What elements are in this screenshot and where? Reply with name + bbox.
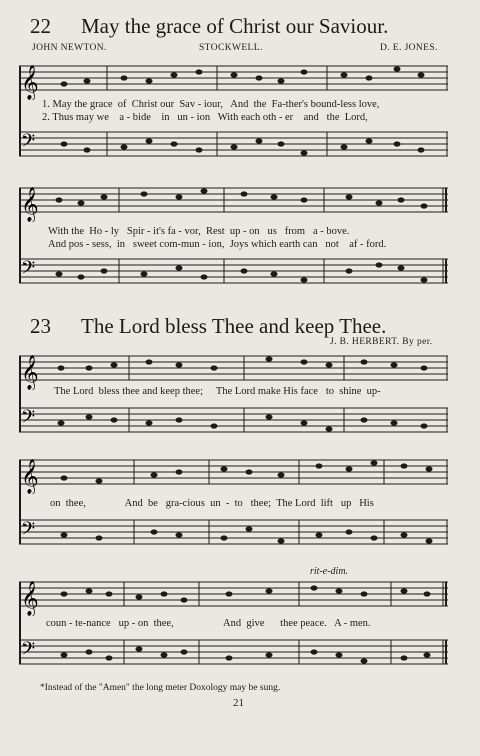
hymn-22-treble-staff-1 [19,60,448,100]
svg-text:𝄢: 𝄢 [21,407,36,432]
hymn-23-bass-staff-3 [19,634,448,674]
hymn-22-tune: STOCKWELL. [199,43,263,53]
svg-text:𝄞: 𝄞 [21,581,39,616]
svg-text:𝄞: 𝄞 [21,65,39,100]
svg-text:𝄞: 𝄞 [21,187,39,222]
svg-text:𝄢: 𝄢 [21,131,36,156]
system-bar [19,356,21,432]
hymn-22-composer: D. E. JONES. [380,43,438,53]
footnote: *Instead of the "Amen" the long meter Doxology may be sung. [40,683,281,693]
hymn-22-line1-verse2: 2. Thus may we a - bide in un - ion With each oth - er and the Lord, [42,112,368,123]
hymn-22-line1-verse1: 1. May the grace of Christ our Sav - iour, And the Fa-ther's bound-less love, [42,99,380,110]
hymn-23-number: 23 [30,314,51,338]
hymn-22-author: JOHN NEWTON. [32,43,107,53]
system-bar [19,188,21,283]
hymn-22-line2-verse1: With the Ho - ly Spir - it's fa - vor, Rest up - on us from a - bove. [48,226,350,237]
svg-text:𝄞: 𝄞 [21,459,39,494]
hymn-23-bass-staff-2 [19,514,448,554]
hymn-22-bass-staff-1 [19,126,448,166]
hymn-23-treble-staff-3 [19,576,448,616]
svg-text:𝄢: 𝄢 [21,639,36,664]
hymn-22-line2-verse2: And pos - sess, in sweet com-mun - ion, Joys which earth can not af - ford. [48,239,387,250]
hymn-23-title: The Lord bless Thee and keep Thee. [81,314,387,338]
hymn-22-treble-staff-2 [19,182,448,222]
hymn-22-number: 22 [30,14,51,38]
hymn-23-bass-staff-1 [19,402,448,442]
hymn-22-bass-staff-2 [19,253,448,293]
system-bar [19,66,21,156]
svg-text:𝄢: 𝄢 [21,258,36,283]
hymn-23-treble-staff-1 [19,350,448,390]
svg-text:𝄢: 𝄢 [21,519,36,544]
hymn-23-composer: J. B. HERBERT. By per. [330,337,433,347]
hymn-23-line2: on thee, And be gra-cious un - to thee; The Lord lift up His [50,498,374,509]
hymn-23-line3: coun - te-nance up - on thee, And give thee peace. A - men. [46,618,371,629]
system-bar [19,582,21,664]
system-bar [19,460,21,544]
ritardando-direction: rit-e-dim. [310,566,349,577]
page-number: 21 [233,697,244,709]
hymn-23-line1: The Lord bless thee and keep thee; The Lord make His face to shine up- [54,386,381,397]
hymn-22-title: May the grace of Christ our Saviour. [81,14,389,38]
svg-text:𝄞: 𝄞 [21,355,39,390]
hymn-23-treble-staff-2 [19,454,448,494]
